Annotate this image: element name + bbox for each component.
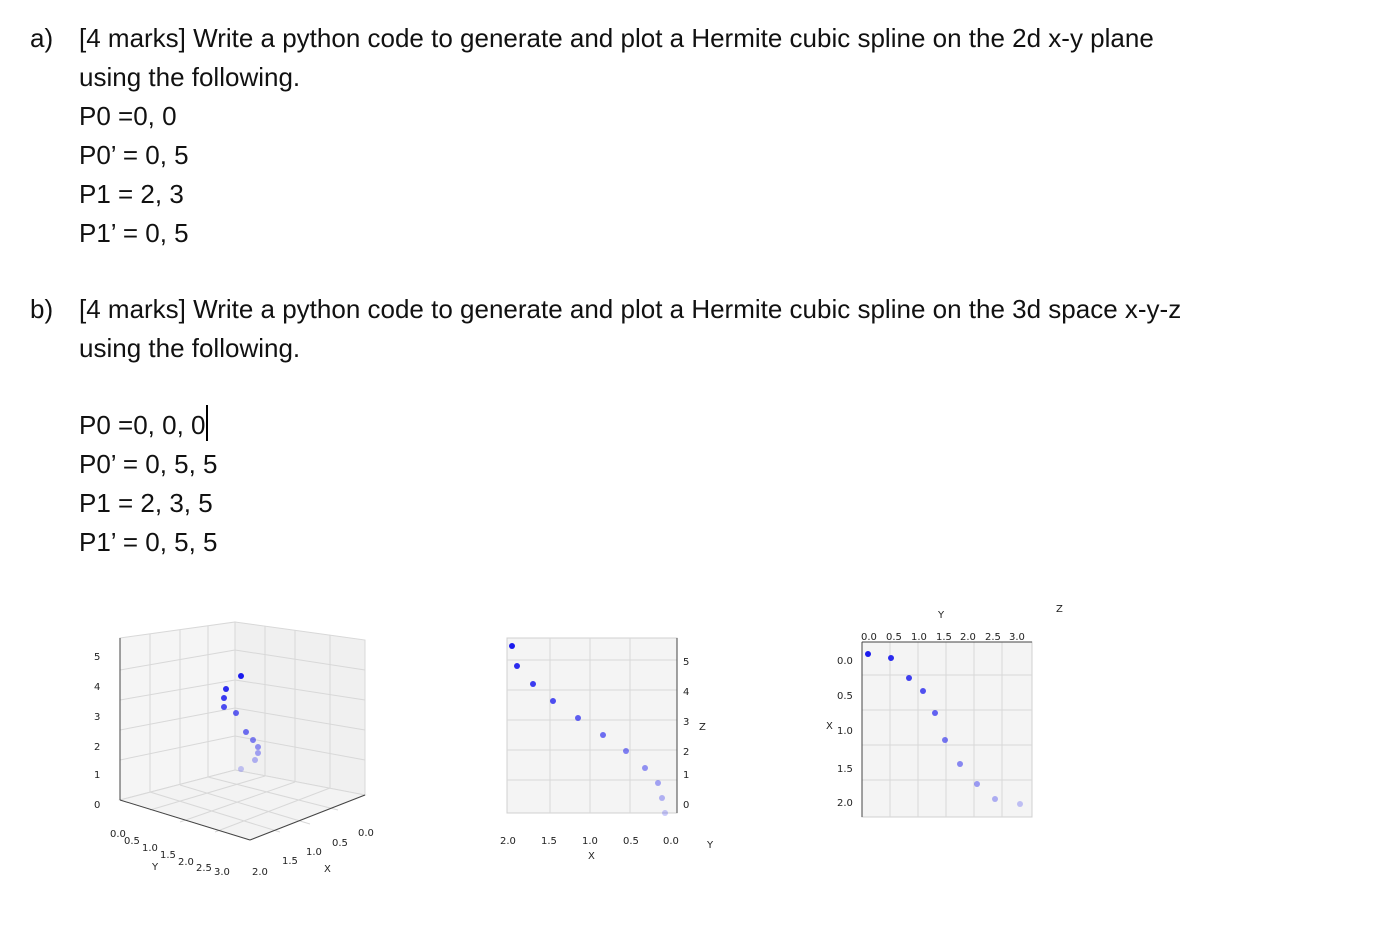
tick-label: 3.0 <box>214 867 230 878</box>
question-b-points <box>79 405 218 562</box>
tick-label: 2.5 <box>985 632 1001 643</box>
tick-label: 0.0 <box>837 656 853 667</box>
data-point <box>662 810 668 816</box>
fig1-x-ticks <box>252 828 374 878</box>
tick-label: 0 <box>94 800 101 811</box>
fig3-y-ticks <box>861 604 1063 643</box>
fig2-z-ticks <box>683 657 706 811</box>
data-point <box>1017 801 1023 807</box>
data-point <box>530 681 536 687</box>
axis-label: X <box>826 721 833 732</box>
tick-label: 0.5 <box>332 838 348 849</box>
data-point <box>514 663 520 669</box>
question-a-heading: [4 marks] Write a python code to generate and plot a Hermite cubic spline on the 2d x-y plane <box>79 23 1154 53</box>
data-point <box>942 737 948 743</box>
tick-label: 0.0 <box>110 829 126 840</box>
tick-label: 0.5 <box>837 691 853 702</box>
data-point <box>223 686 229 692</box>
data-point <box>957 761 963 767</box>
data-point <box>233 710 239 716</box>
tick-label: 2 <box>683 747 690 758</box>
tick-label: 1.5 <box>282 856 298 867</box>
tick-label: 2.0 <box>500 836 516 847</box>
tick-label: 1.0 <box>142 843 158 854</box>
tick-label: 2.0 <box>837 798 853 809</box>
data-point <box>600 732 606 738</box>
plot-3d-xz-view-svg <box>495 630 735 875</box>
tick-label: 0.5 <box>124 836 140 847</box>
tick-label: 5 <box>94 652 101 663</box>
tick-label: 3 <box>94 712 101 723</box>
tick-label: 1.5 <box>160 850 176 861</box>
fig1-z-ticks <box>94 652 100 811</box>
tick-label: 1.5 <box>837 764 853 775</box>
axis-label: Z <box>1056 604 1063 615</box>
data-point <box>642 765 648 771</box>
data-point <box>221 695 227 701</box>
data-point <box>550 698 556 704</box>
tick-label: 1.5 <box>936 632 952 643</box>
data-point <box>623 748 629 754</box>
tick-label: 2.0 <box>960 632 976 643</box>
axis-label: Z <box>699 722 706 733</box>
tick-label: 2 <box>94 742 101 753</box>
data-point <box>865 651 871 657</box>
plot-3d-xz-view <box>495 630 735 875</box>
data-point <box>932 710 938 716</box>
tick-label: 2.0 <box>252 867 268 878</box>
point-line: P0’ = 0, 5, 5 <box>79 449 218 479</box>
axis-label: X <box>588 851 595 862</box>
question-a-label: a) <box>30 23 54 53</box>
data-point <box>243 729 249 735</box>
tick-label: 0.0 <box>663 836 679 847</box>
tick-label: 1 <box>94 770 101 781</box>
tick-label: 4 <box>683 687 690 698</box>
data-point <box>250 737 256 743</box>
tick-label: 5 <box>683 657 690 668</box>
point-line: P1 = 2, 3 <box>79 179 184 209</box>
fig3-x-ticks <box>826 656 853 809</box>
tick-label: 1.0 <box>582 836 598 847</box>
data-point <box>906 675 912 681</box>
tick-label: 3 <box>683 717 690 728</box>
question-b-label: b) <box>30 294 54 324</box>
axis-label: X <box>324 864 331 875</box>
point-line: P0 =0, 0 <box>79 101 177 131</box>
point-line: P0 =0, 0, 0 <box>79 410 206 440</box>
question-b-continuation: using the following. <box>79 333 301 363</box>
fig2-x-ticks <box>500 836 714 862</box>
tick-label: 3.0 <box>1009 632 1025 643</box>
tick-label: 1.5 <box>541 836 557 847</box>
tick-label: 2.0 <box>178 857 194 868</box>
tick-label: 1.0 <box>306 847 322 858</box>
point-line: P1’ = 0, 5 <box>79 218 189 248</box>
data-point <box>238 673 244 679</box>
tick-label: 0.5 <box>886 632 902 643</box>
data-point <box>255 744 261 750</box>
plot-3d-xy-view <box>820 600 1070 830</box>
question-b-heading: [4 marks] Write a python code to generate and plot a Hermite cubic spline on the 3d space x-y-z <box>79 294 1182 324</box>
tick-label: 1.0 <box>911 632 927 643</box>
plot-3d-perspective <box>80 610 400 890</box>
tick-label: 1.0 <box>837 726 853 737</box>
tick-label: 4 <box>94 682 101 693</box>
tick-label: 0 <box>683 800 690 811</box>
data-point <box>920 688 926 694</box>
point-line: P0’ = 0, 5 <box>79 140 189 170</box>
fig1-y-ticks <box>110 829 230 878</box>
data-point <box>252 757 258 763</box>
data-point <box>659 795 665 801</box>
tick-label: 0.5 <box>623 836 639 847</box>
tick-label: 1 <box>683 770 690 781</box>
axis-label: Y <box>938 610 945 621</box>
plot-3d-perspective-svg <box>80 610 400 890</box>
data-point <box>888 655 894 661</box>
data-point <box>509 643 515 649</box>
axis-label: Y <box>707 840 714 851</box>
data-point <box>992 796 998 802</box>
point-line: P1’ = 0, 5, 5 <box>79 527 218 557</box>
data-point <box>575 715 581 721</box>
tick-label: 2.5 <box>196 863 212 874</box>
data-point <box>238 766 244 772</box>
question-a-points <box>79 97 189 253</box>
axis-label: Y <box>152 862 159 873</box>
tick-label: 0.0 <box>358 828 374 839</box>
data-point <box>255 750 261 756</box>
question-a-continuation: using the following. <box>79 62 301 92</box>
point-line: P1 = 2, 3, 5 <box>79 488 213 518</box>
plot-3d-xy-view-svg <box>820 600 1070 830</box>
tick-label: 0.0 <box>861 632 877 643</box>
data-point <box>974 781 980 787</box>
text-cursor <box>206 405 208 441</box>
data-point <box>655 780 661 786</box>
data-point <box>221 704 227 710</box>
